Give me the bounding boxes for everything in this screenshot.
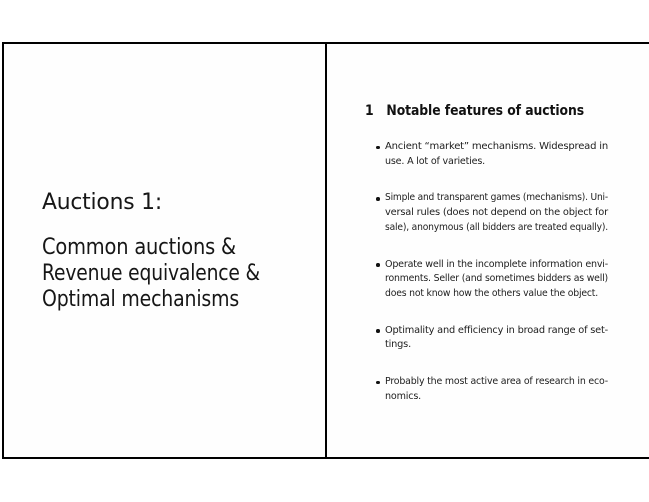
bullet-item-1 bbox=[385, 140, 608, 169]
title-line-2: Common auctions & bbox=[42, 235, 236, 260]
bullet-line: Optimality and efficiency in broad range of set- bbox=[385, 324, 608, 336]
bullet-line: does not know how the others value the object. bbox=[385, 287, 598, 299]
two-page-spread bbox=[2, 42, 649, 459]
bullet-line: tings. bbox=[385, 339, 411, 351]
bullet-line: use. A lot of varieties. bbox=[385, 155, 485, 167]
bullet-item-2 bbox=[385, 191, 608, 235]
section-title: Notable features of auctions bbox=[386, 103, 584, 119]
bullet-icon bbox=[376, 381, 380, 385]
bullet-line: Probably the most active area of research in eco- bbox=[385, 376, 608, 388]
bullet-line: Ancient “market” mechanisms. Widespread in bbox=[385, 141, 608, 152]
bullet-item-3 bbox=[385, 258, 608, 302]
title-line-1: Auctions 1: bbox=[42, 190, 162, 215]
bullet-icon bbox=[376, 197, 380, 201]
bullet-line: nomics. bbox=[385, 390, 421, 402]
bullet-line: Operate well in the incomplete information envi- bbox=[385, 258, 608, 270]
lecture-title-block bbox=[42, 190, 298, 313]
bullet-line: sale), anonymous (all bidders are treated equally). bbox=[385, 221, 608, 233]
left-page bbox=[4, 44, 325, 457]
bullet-line: versal rules (does not depend on the object for bbox=[385, 207, 608, 219]
title-line-3: Revenue equivalence & bbox=[42, 261, 260, 286]
bullet-icon bbox=[376, 263, 380, 267]
bullet-item-5 bbox=[385, 375, 608, 404]
right-page bbox=[325, 44, 649, 457]
bullet-icon bbox=[376, 329, 380, 333]
bullet-icon bbox=[376, 146, 380, 150]
bullet-line: ronments. Seller (and sometimes bidders as well) bbox=[385, 273, 608, 285]
bullet-list bbox=[385, 140, 608, 426]
bullet-line: Simple and transparent games (mechanisms). Uni- bbox=[385, 192, 608, 204]
bullet-item-4 bbox=[385, 324, 608, 353]
section-heading bbox=[365, 103, 584, 119]
title-line-4: Optimal mechanisms bbox=[42, 287, 239, 312]
section-number: 1 bbox=[365, 103, 374, 119]
